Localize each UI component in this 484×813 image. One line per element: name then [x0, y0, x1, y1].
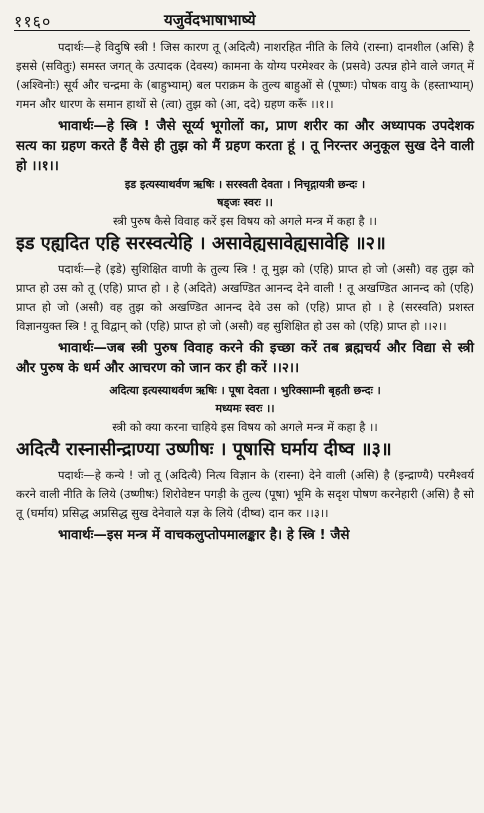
page-header: [14, 6, 470, 32]
running-title: यजुर्वेदभाषाभाष्ये: [164, 11, 256, 29]
verse2-rishi-line: इड इत्यस्याथर्वण ऋषिः । सरस्वती देवता । निचृद्गायत्री छन्दः ।: [124, 178, 366, 191]
verse2-intro: स्त्री पुरुष कैसे विवाह करें इस विषय को अगले मन्त्र में कहा है ।।: [113, 214, 377, 228]
verse1-bhavartha: भावार्थः—हे स्त्रि ! जैसे सूर्य्य भूगोलों का, प्राण शरीर का और अध्यापक उपदेशक सत्य का ग्रहण करते हैं वैसे ही तुझ को मैं ग्रहण करता हूं । तू निरन्तर अनुकूल सुख देने वाली हो ।।१।।: [16, 118, 474, 174]
verse2-svara-line: षड्जः स्वरः ।।: [217, 196, 273, 209]
verse3-mantra: अदित्यै रास्नासीन्द्राण्या उष्णीषः । पूषासि घर्माय दीष्व ॥३॥: [16, 439, 392, 460]
verse2-padartha: पदार्थः—हे (इडे) सुशिक्षित वाणी के तुल्य स्त्रि ! तू मुझ को (एहि) प्राप्त हो जो (असौ) वह तुझ को प्राप्त हो उस को तू (एहि) प्राप्त हो । हे (अदिते) अखण्डित आनन्द देने वाली ! तू अखण्डित आनन्द को (एहि) प्राप्त हो जो (असौ) वह तुझ को अखण्डित आनन्द देवे उस को (एहि) प्राप्त हो । हे (सरस्वति) प्रशस्त विज्ञानयुक्त स्त्रि ! तू विद्वान् को (एहि) प्राप्त हो जो (असौ) वह सुशिक्षित हो उस को (एहि) प्राप्त हो ।।२।।: [16, 262, 474, 333]
verse3-svara-line: मध्यमः स्वरः ।।: [215, 402, 275, 415]
verse2-mantra: इड एह्यदित एहि सरस्वत्येहि । असावेह्यसावेह्यसावेहि ॥२॥: [16, 233, 386, 254]
verse3-rishi-line: अदित्या इत्यस्याथर्वण ऋषिः । पूषा देवता । भुरिक्साम्नी बृहती छन्दः ।: [109, 384, 381, 397]
verse3-bhavartha: भावार्थः—इस मन्त्र में वाचकलुप्तोपमालङ्कार है। हे स्त्रि ! जैसे: [58, 527, 350, 543]
header-rule: [14, 30, 470, 31]
verse1-padartha: पदार्थः—हे विदुषि स्त्री ! जिस कारण तू (अदित्यै) नाशरहित नीति के लिये (रास्ना) दानशील (असि) है इससे (सवितुः) समस्त जगत् के उत्पादक (देवस्य) कामना के योग्य परमेश्वर के (प्रसवे) उत्पन्न होने वाले जगत् में (अश्विनोः) सूर्य और चन्द्रमा के (बाहुभ्याम्) बल पराक्रम के तुल्य बाहुओं से (पूष्णः) पोषक वायु के (हस्ताभ्याम्) गमन और धारण के समान हाथों से (त्वा) तुझ को (आ, ददे) ग्रहण करूँ ।।१।।: [16, 40, 474, 111]
verse2-bhavartha: भावार्थः—जब स्त्री पुरुष विवाह करने की इच्छा करें तब ब्रह्मचर्य और विद्या से स्त्री और पुरुष के धर्म और आचरण को जान कर ही करें ।।२।।: [16, 340, 474, 376]
page-number: ११६०: [14, 12, 52, 31]
page-body: [16, 38, 474, 545]
verse3-padartha: पदार्थः—हे कन्ये ! जो तू (अदित्यै) नित्य विज्ञान के (रास्ना) देने वाली (असि) है (इन्द्राण्यै) परमैश्वर्य करने वाली नीति के लिये (उष्णीषः) शिरोवेष्टन पगड़ी के तुल्य (पूषा) भूमि के सदृश पोषण करनेहारी (असि) है सो तू (घर्माय) प्रसिद्ध अप्रसिद्ध सुख देनेवाले यज्ञ के लिये (दीष्व) दान कर ।।३।।: [16, 468, 474, 520]
verse3-intro: स्त्री को क्या करना चाहिये इस विषय को अगले मन्त्र में कहा है ।।: [112, 420, 378, 434]
